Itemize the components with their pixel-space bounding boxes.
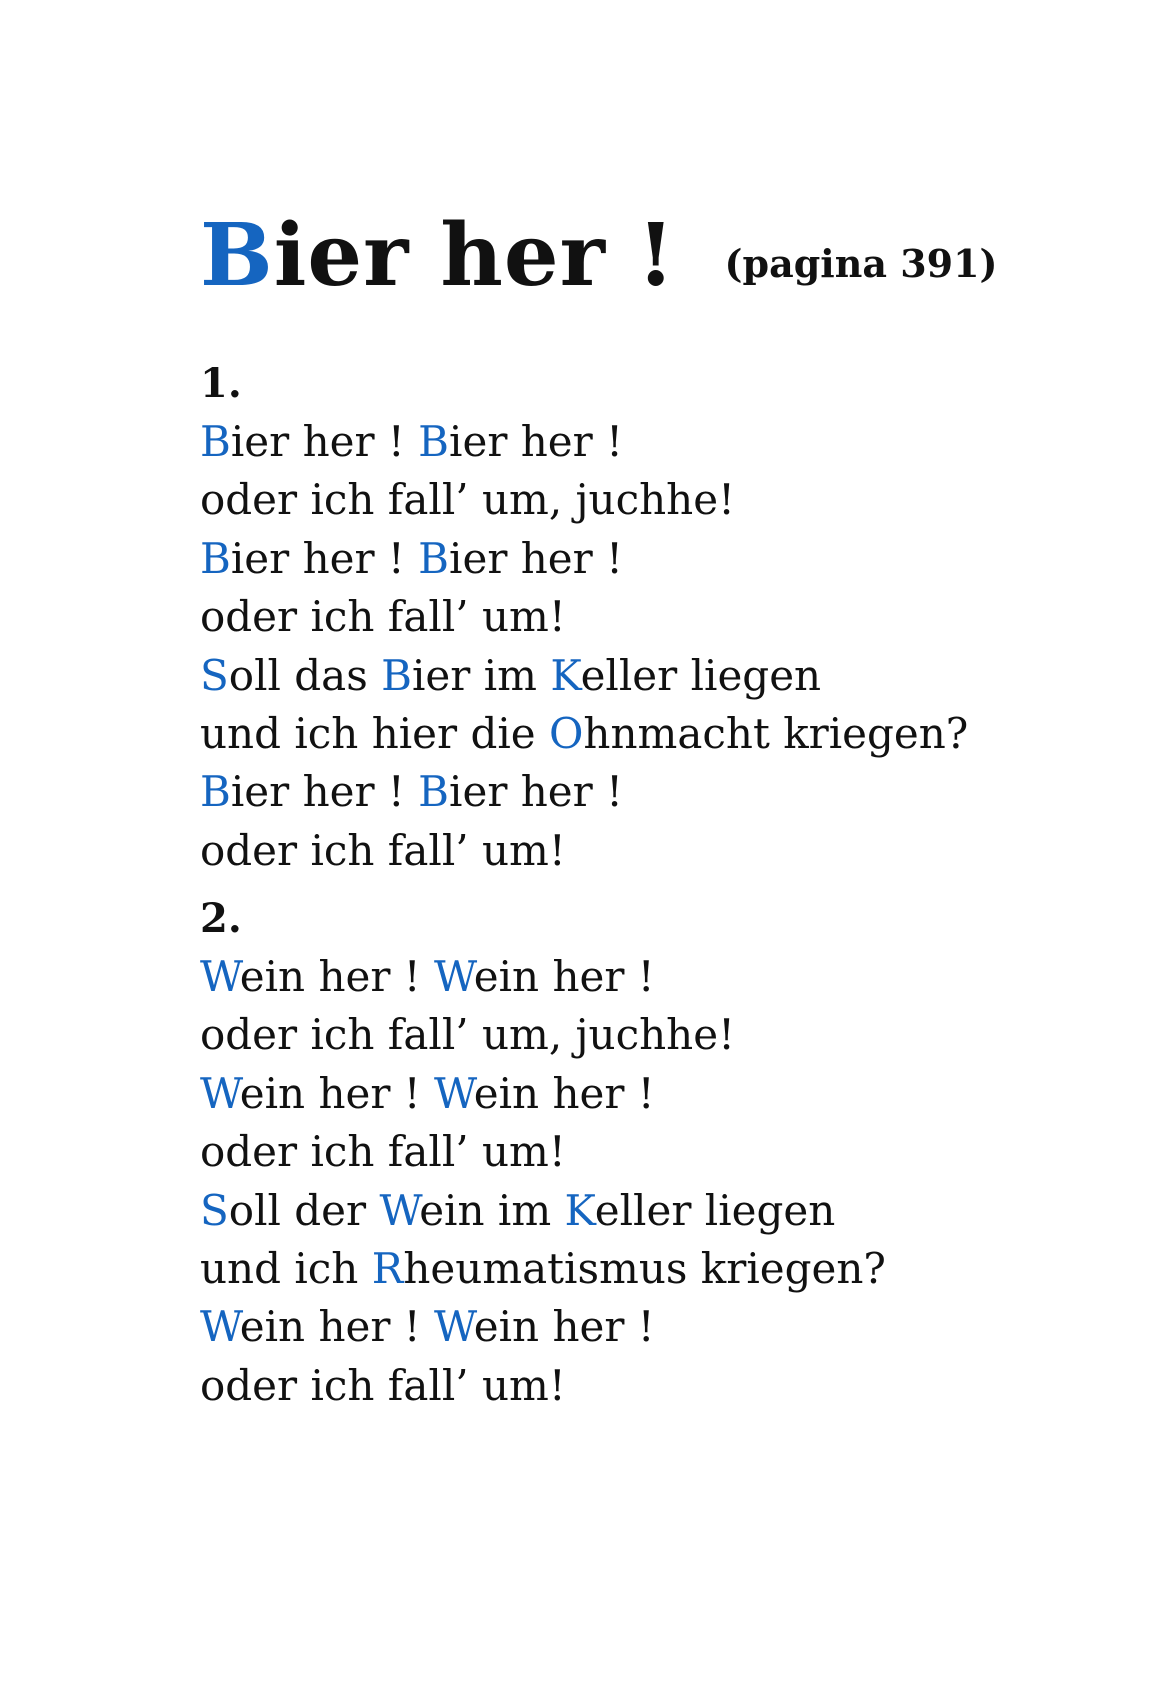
initial-letter: W xyxy=(379,1185,420,1235)
initial-letter: K xyxy=(564,1185,595,1235)
lyric-line xyxy=(200,763,968,821)
lyric-text: ier her ! xyxy=(449,533,623,583)
song-title xyxy=(200,205,998,306)
initial-letter: B xyxy=(418,417,450,466)
lyric-text: ier her ! xyxy=(230,767,419,817)
lyric-text: ier im xyxy=(412,650,551,700)
lyric-text: oder ich fall’ um! xyxy=(200,1127,566,1177)
lyric-text: ier her ! xyxy=(230,417,419,466)
verse-number: 2. xyxy=(200,895,242,942)
title-rest: ier her ! xyxy=(273,205,676,306)
lyric-text: ein her ! xyxy=(473,952,655,1001)
initial-letter: R xyxy=(371,1243,404,1293)
lyric-line xyxy=(200,588,968,646)
title-main xyxy=(200,205,707,306)
initial-letter: B xyxy=(200,533,231,583)
lyric-line xyxy=(200,471,968,529)
lyric-text: ein her ! xyxy=(239,952,434,1001)
lyric-text: oder ich fall’ um! xyxy=(200,825,566,875)
lyric-text: heumatismus kriegen? xyxy=(403,1243,886,1293)
lyric-text: oder ich fall’ um, juchhe! xyxy=(200,1010,735,1060)
initial-letter: B xyxy=(200,417,231,466)
initial-letter: B xyxy=(418,533,450,583)
verse-2 xyxy=(200,890,886,1415)
lyric-line xyxy=(200,647,968,705)
lyric-line xyxy=(200,1065,886,1123)
lyric-text: oll das xyxy=(228,650,382,700)
initial-letter: S xyxy=(200,1185,229,1235)
lyric-text: oder ich fall’ um, juchhe! xyxy=(200,475,735,525)
lyric-text: ein her ! xyxy=(239,1302,434,1352)
initial-letter: W xyxy=(434,1302,474,1352)
lyric-text: ier her ! xyxy=(449,767,623,817)
initial-letter: W xyxy=(200,952,240,1001)
lyric-line xyxy=(200,1298,886,1356)
lyric-line xyxy=(200,413,968,471)
verse-1 xyxy=(200,355,968,880)
lyric-line xyxy=(200,1357,886,1415)
lyric-text: ein her ! xyxy=(473,1068,655,1118)
initial-letter: K xyxy=(550,650,581,700)
lyric-text: oder ich fall’ um! xyxy=(200,592,566,642)
initial-letter: S xyxy=(200,650,229,700)
lyric-text: ier her ! xyxy=(230,533,419,583)
initial-letter: W xyxy=(434,952,474,1001)
lyric-text: ier her ! xyxy=(449,417,623,466)
lyric-text: und ich xyxy=(200,1243,372,1293)
lyric-line xyxy=(200,822,968,880)
lyric-text: ein im xyxy=(419,1185,565,1235)
page-reference: (pagina 391) xyxy=(724,241,998,286)
initial-letter: O xyxy=(548,708,584,758)
lyric-text: eller liegen xyxy=(594,1185,836,1235)
initial-letter: W xyxy=(200,1068,240,1118)
initial-letter: B xyxy=(381,650,412,700)
lyric-line xyxy=(200,948,886,1006)
lyric-line xyxy=(200,530,968,588)
lyric-text: oll der xyxy=(228,1185,380,1235)
lyric-text: hnmacht kriegen? xyxy=(583,708,969,758)
lyric-line xyxy=(200,705,968,763)
title-initial: B xyxy=(200,205,274,306)
initial-letter: W xyxy=(200,1302,240,1352)
lyric-line xyxy=(200,1123,886,1181)
lyric-line xyxy=(200,1182,886,1240)
initial-letter: W xyxy=(434,1068,474,1118)
lyric-text: und ich hier die xyxy=(200,708,549,758)
initial-letter: B xyxy=(200,767,231,817)
lyric-line xyxy=(200,1006,886,1064)
lyric-text: ein her ! xyxy=(473,1302,655,1352)
verse-number: 1. xyxy=(200,360,242,407)
lyric-text: eller liegen xyxy=(580,650,822,700)
initial-letter: B xyxy=(418,767,450,817)
lyric-line xyxy=(200,1240,886,1298)
lyric-text: oder ich fall’ um! xyxy=(200,1360,566,1410)
lyric-text: ein her ! xyxy=(239,1068,434,1118)
